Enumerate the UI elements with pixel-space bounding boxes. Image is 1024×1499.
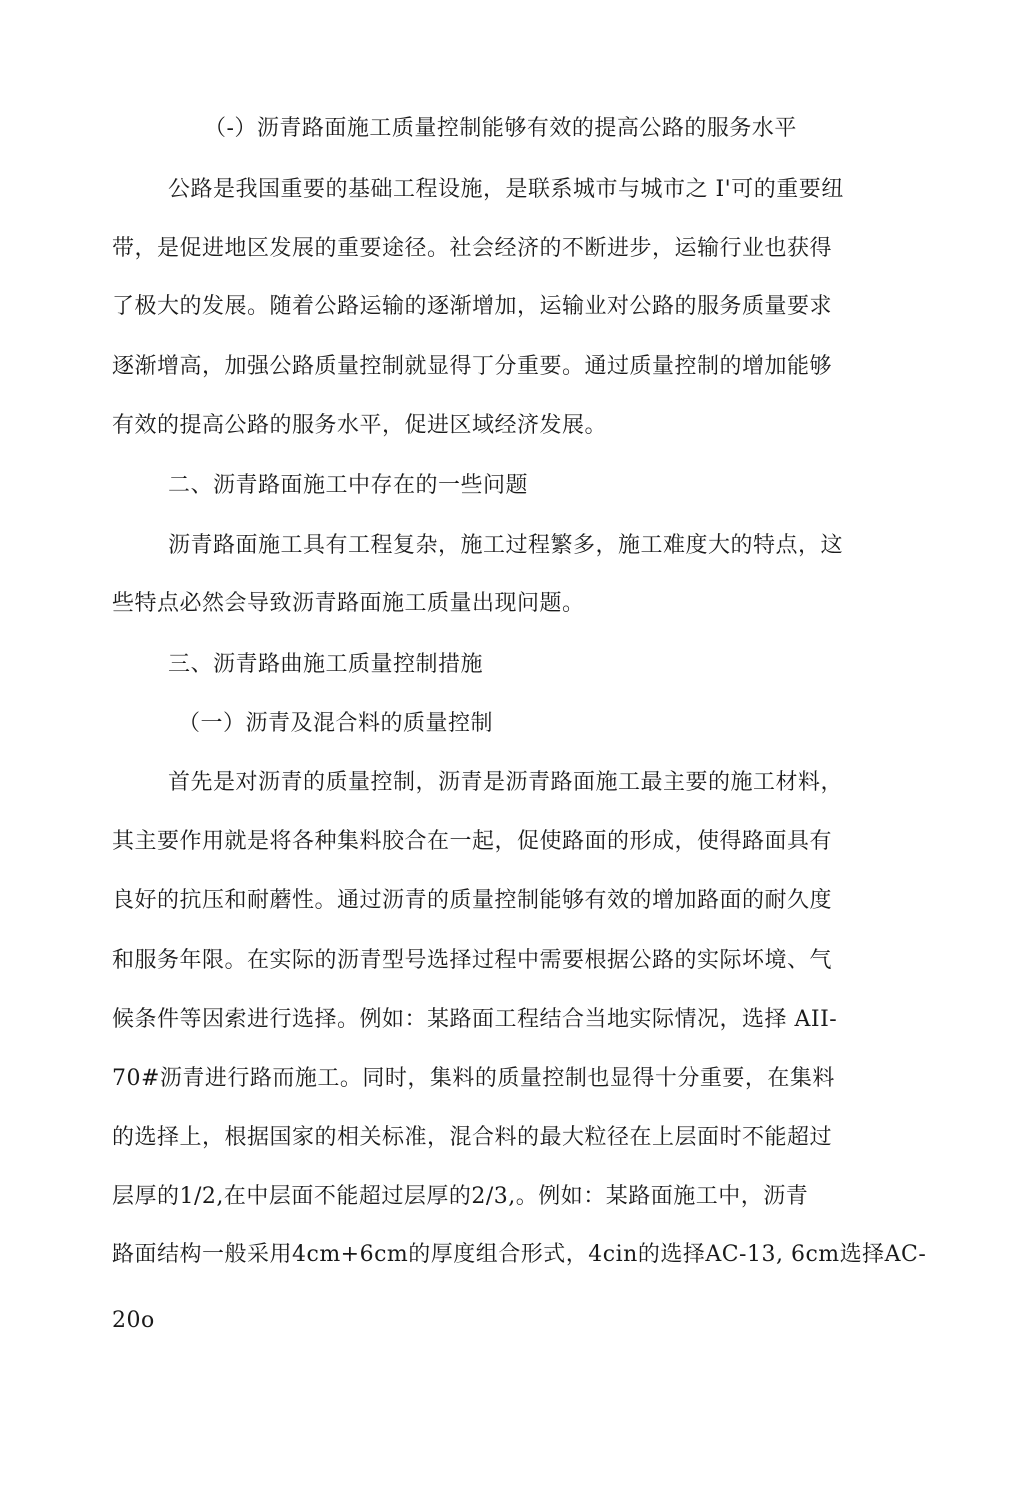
paragraph-line: 有效的提高公路的服务水平，促进区域经济发展。 (112, 413, 608, 438)
paragraph-line: 沥青路面施工具有工程复杂，施工过程繁多，施工难度大的特点，这 (168, 533, 844, 558)
paragraph-line: 候条件等因索进行选择。例如：某路面工程结合当地实际情况，选择 AII- (112, 1007, 838, 1032)
paragraph-line: 些特点必然会导致沥青路面施工质量出现问题。 (112, 591, 585, 616)
subsection-heading: （一）沥青及混合料的质量控制 (178, 711, 494, 736)
paragraph-line: 和服务年限。在实际的沥青型号选择过程中需要根据公路的实际坏境、气 (112, 948, 833, 973)
paragraph-line: 的选择上，根据国家的相关标准，混合料的最大粒径在上层面时不能超过 (112, 1125, 833, 1150)
paragraph-line: 70#沥青进行路而施工。同时，集料的质量控制也显得十分重要，在集料 (112, 1066, 835, 1091)
paragraph-line: 公路是我国重要的基础工程设施，是联系城市与城市之 I'可的重要纽 (168, 177, 844, 202)
section-heading-2: 二、沥青路面施工中存在的一些问题 (168, 473, 529, 498)
paragraph-line-segment: 路面结构一般采用4cm+6cm的厚度组合形式，4cin的选择AC-13, 6cm选择 (112, 1242, 885, 1267)
paragraph-line: 层厚的1/2,在中层面不能超过层厚的2/3,。例如：某路面施工中，沥青 (112, 1184, 809, 1209)
section-heading-1: （-）沥青路面施工质量控制能够有效的提高公路的服务水平 (204, 116, 797, 141)
paragraph-line: 了极大的发展。随着公路运输的逐渐增加，运输业对公路的服务质量要求 (112, 294, 833, 319)
paragraph-line: 其主要作用就是将各种集料胶合在一起，促使路面的形成，使得路面具有 (112, 829, 833, 854)
paragraph-line: 首先是对沥青的质量控制，沥青是沥青路面施工最主要的施工材料， (168, 770, 844, 795)
paragraph-line-segment: AC- (884, 1242, 927, 1267)
paragraph-line-justified (112, 1240, 927, 1270)
paragraph-line: 20o (112, 1308, 155, 1333)
paragraph-line: 带，是促进地区发展的重要途径。社会经济的不断进步，运输行业也获得 (112, 236, 833, 261)
paragraph-line: 良好的抗压和耐蘑性。通过沥青的质量控制能够有效的增加路面的耐久度 (112, 888, 833, 913)
paragraph-line: 逐渐增高，加强公路质量控制就显得丁分重要。通过质量控制的增加能够 (112, 354, 833, 379)
section-heading-3: 三、沥青路曲施工质量控制措施 (168, 652, 484, 677)
